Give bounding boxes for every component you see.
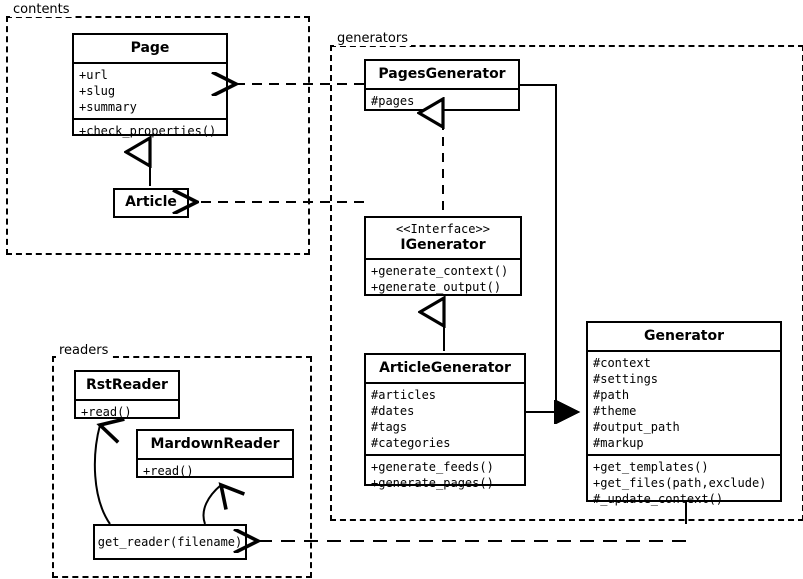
attribute: #tags — [371, 420, 408, 435]
attribute: #dates — [371, 404, 415, 419]
attribute: +summary — [79, 100, 137, 115]
operation: +get_templates() — [593, 460, 709, 475]
operation: +generate_context() — [371, 264, 509, 279]
class-article-generator-attributes — [366, 382, 524, 454]
class-rst-reader[interactable] — [74, 370, 180, 419]
operation: +generate_pages() — [371, 476, 494, 491]
class-article-generator[interactable] — [364, 353, 526, 491]
class-mardown-reader-name: MardownReader — [150, 436, 280, 452]
attribute: #markup — [593, 436, 644, 451]
class-generator-operations — [588, 454, 780, 510]
attribute: #articles — [371, 388, 437, 403]
attribute: #path — [593, 388, 630, 403]
attribute: +url — [79, 68, 108, 83]
class-igenerator-operations — [366, 258, 520, 298]
package-generators-label: generators — [334, 31, 411, 46]
operation: +generate_output() — [371, 280, 502, 295]
package-readers-label: readers — [56, 343, 111, 358]
class-generator-name: Generator — [643, 328, 724, 344]
function-get-reader[interactable] — [93, 524, 247, 560]
class-igenerator[interactable] — [364, 216, 522, 296]
class-article[interactable] — [113, 188, 189, 218]
class-generator[interactable] — [586, 321, 782, 507]
function-get-reader-label: get_reader(filename) — [97, 535, 243, 549]
class-page-name: Page — [130, 40, 170, 56]
attribute: #output_path — [593, 420, 680, 435]
operation: #_update_context() — [593, 492, 724, 507]
operation: +check_properties() — [79, 124, 217, 139]
class-rst-reader-name: RstReader — [86, 377, 168, 393]
class-pages-generator[interactable] — [364, 59, 520, 111]
package-contents-label: contents — [10, 2, 73, 17]
attribute: #theme — [593, 404, 637, 419]
attribute: #settings — [593, 372, 659, 387]
class-mardown-reader-operations — [138, 458, 292, 482]
attribute: +slug — [79, 84, 116, 99]
class-page[interactable] — [72, 33, 228, 139]
attribute: #pages — [371, 94, 415, 109]
class-article-name: Article — [125, 194, 177, 210]
class-article-generator-operations — [366, 454, 524, 494]
class-page-attributes — [74, 62, 226, 118]
class-rst-reader-operations — [76, 399, 178, 423]
class-article-generator-name: ArticleGenerator — [379, 360, 511, 376]
operation: +get_files(path,exclude) — [593, 476, 767, 491]
class-generator-attributes — [588, 350, 780, 454]
operation: +read() — [81, 405, 132, 420]
operation: +generate_feeds() — [371, 460, 494, 475]
operation: +read() — [143, 464, 194, 479]
attribute: #context — [593, 356, 651, 371]
class-igenerator-name: IGenerator — [400, 237, 486, 253]
class-mardown-reader[interactable] — [136, 429, 294, 478]
class-pages-generator-attributes — [366, 88, 518, 112]
class-igenerator-stereotype: <<Interface>> — [396, 222, 490, 236]
class-pages-generator-name: PagesGenerator — [378, 66, 506, 82]
class-page-operations — [74, 118, 226, 142]
attribute: #categories — [371, 436, 451, 451]
